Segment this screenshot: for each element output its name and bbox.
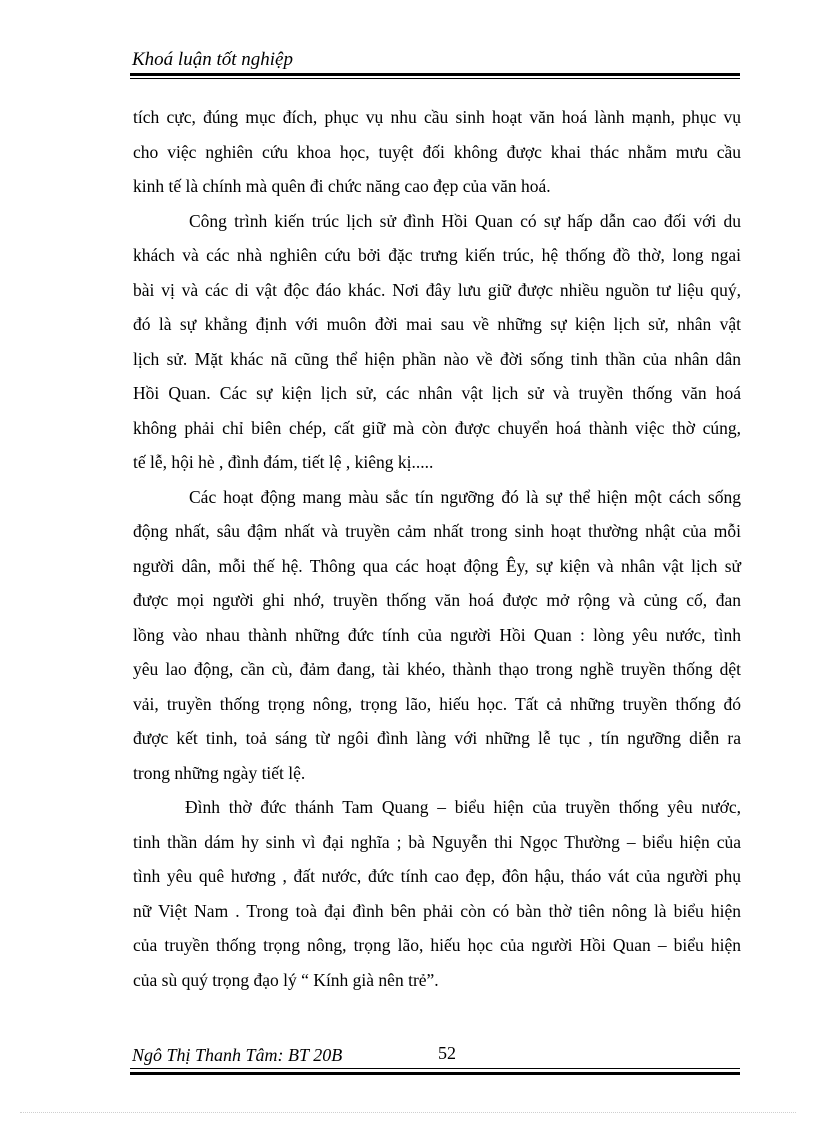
text-line: Các hoạt động mang màu sắc tín ngưỡng đó là sự thể hiện một cách sống — [189, 486, 741, 507]
text-line: trong những ngày tiết lệ. — [133, 762, 306, 783]
paragraph-3 — [133, 480, 741, 791]
text-line: của sù quý trọng đạo lý “ Kính già nên trẻ”. — [133, 969, 439, 990]
header-rule-thick — [130, 73, 740, 76]
text-line: vải, truyền thống trọng nông, trọng lão, hiếu học. Tất cả những truyền thống đó — [133, 693, 741, 714]
text-line: của truyền thống trọng nông, trọng lão, hiếu học của người Hồi Quan – biểu hiện — [133, 935, 741, 955]
page-edge-border — [20, 1112, 796, 1113]
text-line: yêu lao động, cần cù, đảm đang, tài khéo, thành thạo trong nghề truyền thống dệt — [133, 659, 741, 679]
text-line: Công trình kiến trúc lịch sử đình Hồi Quan có sự hấp dẫn cao đối với du — [189, 210, 741, 231]
text-line: được mọi người ghi nhớ, truyền thống văn hoá được mở rộng và củng cố, đan — [133, 590, 741, 610]
footer-rule-thin — [130, 1068, 740, 1069]
text-line: bài vị và các di vật độc đáo khác. Nơi đây lưu giữ được nhiều nguồn tư liệu quý, — [133, 279, 741, 300]
text-line: động nhất, sâu đậm nhất và truyền cảm nhất trong sinh hoạt thường nhật của mỗi — [133, 521, 741, 541]
footer-rule-thick — [130, 1072, 740, 1075]
paragraph-1 — [133, 100, 741, 204]
text-line: Hồi Quan. Các sự kiện lịch sử, các nhân vật lịch sử và truyền thống văn hoá — [133, 383, 741, 403]
text-line: đó là sự khẳng định với muôn đời mai sau về những sự kiện lịch sử, nhân vật — [133, 314, 741, 334]
paragraph-2 — [133, 204, 741, 480]
paragraph-4 — [133, 790, 741, 997]
text-line: tình yêu quê hương , đất nước, đức tính cao đẹp, đôn hậu, tháo vát của người phụ — [133, 866, 741, 886]
text-line: tinh thần dám hy sinh vì đại nghĩa ; bà Nguyễn thi Ngọc Thường – biểu hiện của — [133, 831, 741, 852]
text-line: lồng vào nhau thành những đức tính của người Hồi Quan : lòng yêu nước, tình — [133, 624, 741, 645]
text-line: kinh tế là chính mà quên đi chức năng cao đẹp của văn hoá. — [133, 176, 551, 196]
page-header-title: Khoá luận tốt nghiệp — [132, 49, 293, 70]
text-line: Đình thờ đức thánh Tam Quang – biểu hiện của truyền thống yêu nước, — [185, 797, 741, 817]
text-line: nữ Việt Nam . Trong toà đại đình bên phải còn có bàn thờ tiên nông là biểu hiện — [133, 900, 741, 921]
text-line: được kết tinh, toả sáng từ ngôi đình làng với những lễ tục , tín ngưỡng diễn ra — [133, 728, 741, 748]
text-line: tích cực, đúng mục đích, phục vụ nhu cầu sinh hoạt văn hoá lành mạnh, phục vụ — [133, 107, 741, 127]
page-number: 52 — [438, 1043, 456, 1063]
text-line: khách và các nhà nghiên cứu bởi đặc trưng kiến trúc, hệ thống đồ thờ, long ngai — [133, 245, 741, 265]
text-line: không phải chỉ biên chép, cất giữ mà còn được chuyển hoá thành việc thờ cúng, — [133, 417, 741, 438]
text-line: người dân, mỗi thế hệ. Thông qua các hoạt động Êy, sự kiện và nhân vật lịch sử — [133, 555, 741, 576]
text-line: lịch sử. Mặt khác nã cũng thể hiện phần nào về đời sống tinh thần của nhân dân — [133, 348, 741, 369]
footer-author: Ngô Thị Thanh Tâm: BT 20B — [132, 1045, 343, 1065]
document-body — [133, 100, 741, 997]
text-line: cho việc nghiên cứu khoa học, tuyệt đối không được khai thác nhằm mưu cầu — [133, 141, 741, 162]
text-line: tế lễ, hội hè , đình đám, tiết lệ , kiêng kị..... — [133, 452, 434, 472]
header-rule-thin — [130, 78, 740, 79]
